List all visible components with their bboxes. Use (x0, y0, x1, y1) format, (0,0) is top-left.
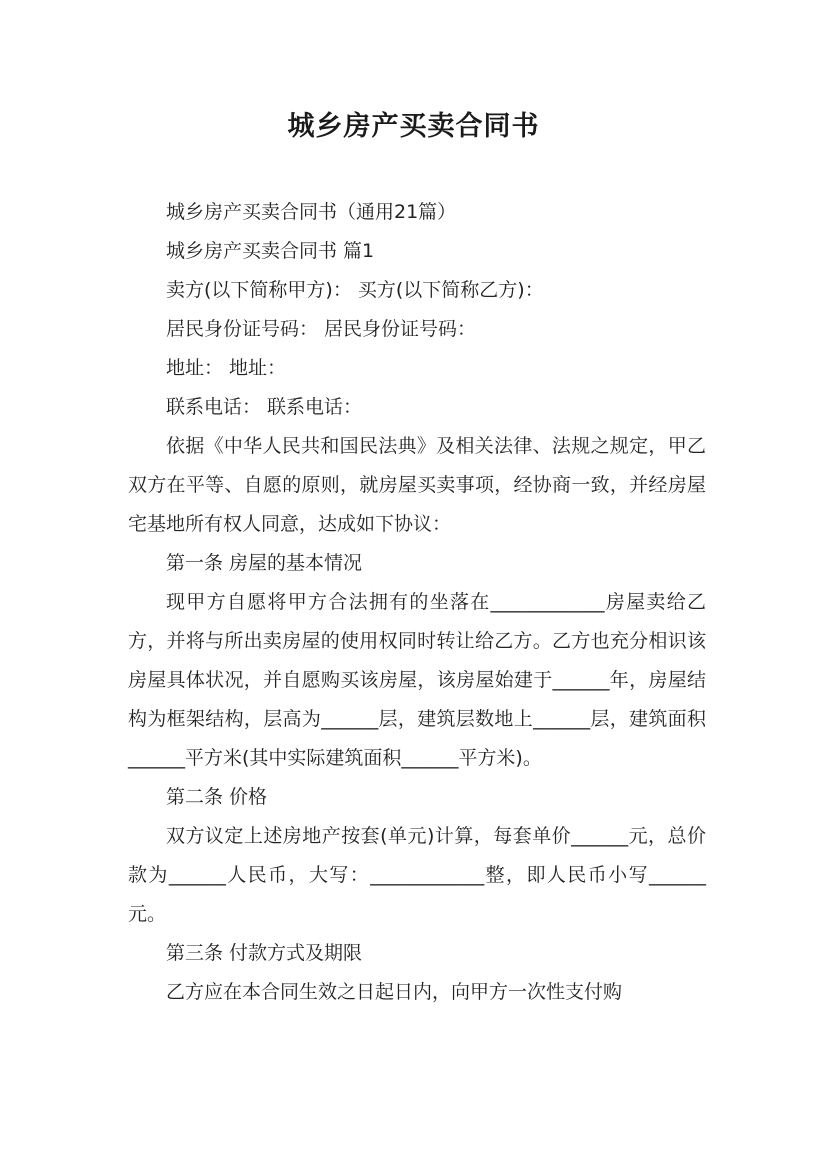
article-paragraph: 双方议定上述房地产按套(单元)计算，每套单价______元，总价款为______人民币，大写：____________整，即人民币小写______元。 (128, 825, 706, 925)
address-line: 地址： 地址： (166, 357, 287, 379)
preamble-paragraph: 依据《中华人民共和国民法典》及相关法律、法规之规定，甲乙双方在平等、自愿的原则，就房屋买卖事项，经协商一致，并经房屋宅基地所有权人同意，达成如下协议： (128, 435, 706, 535)
subtitle-paragraph: 城乡房产买卖合同书（通用21篇） (166, 201, 457, 223)
article-paragraph: 乙方应在本合同生效之日起日内，向甲方一次性支付购 (166, 981, 623, 1003)
article-heading: 第三条 付款方式及期限 (166, 942, 363, 964)
article-heading: 第一条 房屋的基本情况 (166, 552, 363, 574)
phone-line: 联系电话： 联系电话： (166, 396, 363, 418)
document-title: 城乡房产买卖合同书 (287, 111, 540, 142)
party-names-line: 卖方(以下简称甲方)： 买方(以下简称乙方)： (166, 279, 544, 301)
document-body (128, 193, 706, 1012)
section-heading: 城乡房产买卖合同书 篇1 (166, 240, 375, 262)
article-heading: 第二条 价格 (166, 786, 268, 808)
id-number-line: 居民身份证号码： 居民身份证号码： (166, 318, 477, 340)
article-paragraph: 现甲方自愿将甲方合法拥有的坐落在____________房屋卖给乙方，并将与所出卖房屋的使用权同时转让给乙方。乙方也充分相识该房屋具体状况，并自愿购买该房屋，该房屋始建于______年，房屋结构为框架结构，层高为______层，建筑层数地上______层，建筑面积______平方米(其中实际建筑面积______平方米)。 (128, 591, 706, 769)
